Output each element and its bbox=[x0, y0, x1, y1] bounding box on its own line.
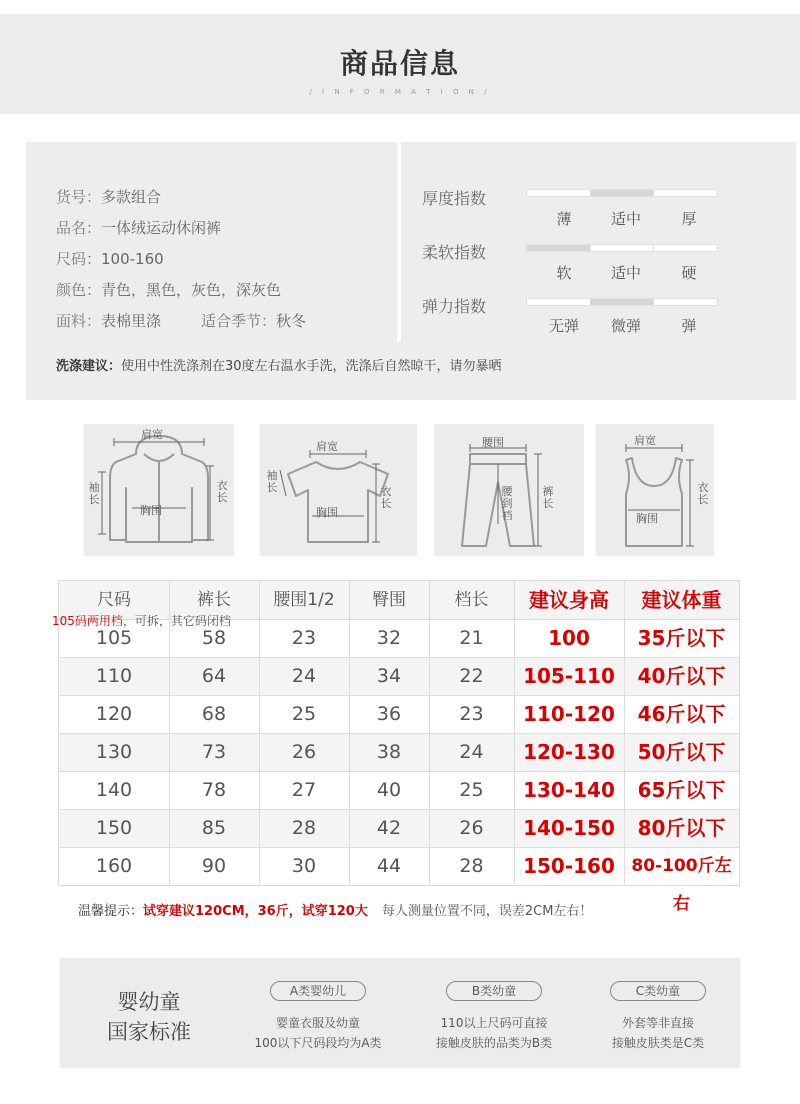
table-row bbox=[59, 657, 739, 695]
jacket-shoulder-label: 肩宽 bbox=[141, 428, 163, 441]
header-weight: 建议体重 bbox=[641, 588, 722, 612]
row-divider bbox=[59, 733, 739, 734]
cell-size: 140 bbox=[95, 779, 133, 801]
fitting-tip: 温馨提示：试穿建议120CM，36斤，试穿120大 每人测量位置不同，误差2CM左右！ bbox=[78, 904, 593, 919]
col-divider bbox=[624, 581, 625, 885]
thickness-bar bbox=[526, 189, 718, 197]
elasticity-tick-0: 无弹 bbox=[548, 317, 579, 335]
cell-pants-length: 78 bbox=[201, 779, 227, 801]
vest-diagram bbox=[596, 424, 714, 556]
class-a-badge: A类婴幼儿 bbox=[270, 981, 366, 1001]
elasticity-bar bbox=[526, 298, 718, 306]
child-standard-panel bbox=[60, 958, 740, 1068]
row-divider bbox=[59, 771, 739, 772]
standard-title-line2: 国家标准 bbox=[107, 1020, 191, 1044]
cell-rise: 22 bbox=[459, 665, 484, 687]
softness-bar bbox=[526, 244, 718, 252]
cell-height: 110-120 bbox=[523, 702, 615, 726]
cell-rise: 21 bbox=[459, 627, 484, 649]
cell-weight: 65斤以下 bbox=[637, 778, 726, 802]
cell-size: 110 bbox=[95, 665, 133, 687]
col-divider bbox=[429, 581, 430, 885]
elasticity-label: 弹力指数 bbox=[422, 297, 487, 316]
tshirt-chest-label: 胸围 bbox=[316, 506, 338, 519]
softness-tick-1: 适中 bbox=[610, 264, 641, 282]
cell-size: 150 bbox=[95, 817, 133, 839]
cell-waist: 26 bbox=[291, 741, 317, 763]
cell-pants-length: 68 bbox=[201, 703, 227, 725]
jacket-diagram bbox=[84, 424, 234, 556]
cell-height: 120-130 bbox=[523, 740, 615, 764]
cell-waist: 28 bbox=[291, 817, 317, 839]
tshirt-sleeve-label: 袖长 bbox=[266, 469, 278, 494]
cell-rise: 24 bbox=[459, 741, 484, 763]
col-divider bbox=[259, 581, 260, 885]
tshirt-length-label: 衣长 bbox=[380, 485, 392, 510]
info-divider bbox=[397, 142, 401, 342]
tshirt-diagram bbox=[260, 424, 417, 556]
table-row bbox=[59, 809, 739, 847]
tshirt-shoulder-label: 肩宽 bbox=[316, 440, 338, 453]
jacket-sleeve-label: 袖长 bbox=[88, 481, 100, 506]
jacket-length-label: 衣长 bbox=[216, 479, 228, 504]
header-hip: 臀围 bbox=[372, 590, 406, 610]
class-a-desc-2: 100以下尺码段均为A类 bbox=[254, 1036, 382, 1050]
wash-advice: 洗涤建议：使用中性洗涤剂在30度左右温水手洗，洗涤后自然晾干，请勿暴晒 bbox=[56, 359, 502, 374]
header-waist: 腰围1/2 bbox=[273, 590, 335, 610]
pants-length-label: 裤长 bbox=[542, 485, 554, 510]
standard-title-line1: 婴幼童 bbox=[117, 990, 181, 1014]
cell-hip: 38 bbox=[376, 741, 402, 763]
attr-color: 颜色：青色，黑色，灰色，深灰色 bbox=[56, 281, 282, 299]
cell-rise: 26 bbox=[459, 817, 484, 839]
jacket-chest-label: 胸围 bbox=[140, 504, 162, 517]
attr-size: 尺码：100-160 bbox=[56, 250, 164, 268]
cell-size: 130 bbox=[95, 741, 133, 763]
cell-rise: 25 bbox=[459, 779, 484, 801]
softness-label: 柔软指数 bbox=[422, 243, 487, 262]
cell-rise: 28 bbox=[459, 855, 484, 877]
class-c-desc-1: 外套等非直接 bbox=[621, 1016, 694, 1030]
thickness-tick-1: 适中 bbox=[610, 210, 641, 228]
header-size: 尺码 bbox=[97, 590, 131, 610]
class-c-desc-2: 接触皮肤类是C类 bbox=[611, 1036, 705, 1050]
elasticity-tick-1: 微弹 bbox=[610, 317, 641, 335]
cell-weight: 40斤以下 bbox=[637, 664, 726, 688]
tshirt-icon bbox=[260, 424, 417, 556]
col-divider bbox=[514, 581, 515, 885]
cell-hip: 40 bbox=[376, 779, 402, 801]
attr-product-name: 品名：一体绒运动休闲裤 bbox=[56, 219, 222, 237]
thickness-tick-0: 薄 bbox=[556, 210, 572, 228]
class-c-badge: C类幼童 bbox=[610, 981, 706, 1001]
cell-waist: 27 bbox=[291, 779, 317, 801]
cell-size: 160 bbox=[95, 855, 133, 877]
class-a-desc-1: 婴童衣服及幼童 bbox=[275, 1016, 360, 1030]
header-banner bbox=[0, 14, 800, 114]
cell-weight: 35斤以下 bbox=[637, 626, 726, 650]
cell-size: 120 bbox=[95, 703, 133, 725]
header-rise: 档长 bbox=[454, 590, 489, 610]
header-height: 建议身高 bbox=[529, 588, 609, 612]
size-105-note: 105码两用档，可拆，其它码闭档 bbox=[52, 614, 231, 628]
jacket-icon bbox=[84, 424, 234, 556]
class-b-badge: B类幼童 bbox=[446, 981, 542, 1001]
col-divider bbox=[349, 581, 350, 885]
page-subtitle: / I N F O R M A T I O N / bbox=[309, 88, 491, 96]
class-b-desc-1: 110以上尺码可直接 bbox=[440, 1016, 548, 1030]
table-row bbox=[59, 771, 739, 809]
cell-hip: 44 bbox=[376, 855, 402, 877]
attr-fabric: 面料：表棉里涤 适合季节：秋冬 bbox=[56, 312, 307, 330]
cell-hip: 32 bbox=[376, 627, 402, 649]
cell-rise: 23 bbox=[459, 703, 484, 725]
cell-weight: 80-100斤左右 bbox=[631, 856, 732, 914]
table-row bbox=[59, 733, 739, 771]
vest-length-label: 衣长 bbox=[697, 481, 709, 506]
cell-weight: 80斤以下 bbox=[637, 816, 726, 840]
cell-pants-length: 58 bbox=[201, 627, 227, 649]
pants-waist-label: 腰围 bbox=[482, 436, 504, 449]
row-divider bbox=[59, 695, 739, 696]
cell-waist: 23 bbox=[291, 627, 317, 649]
row-divider bbox=[59, 657, 739, 658]
cell-height: 105-110 bbox=[523, 664, 615, 688]
vest-shoulder-label: 肩宽 bbox=[634, 434, 656, 447]
cell-waist: 24 bbox=[291, 665, 317, 687]
row-divider bbox=[59, 809, 739, 810]
row-divider bbox=[59, 847, 739, 848]
cell-height: 100 bbox=[548, 626, 590, 650]
cell-height: 130-140 bbox=[523, 778, 615, 802]
cell-waist: 30 bbox=[291, 855, 317, 877]
cell-waist: 25 bbox=[291, 703, 317, 725]
cell-weight: 46斤以下 bbox=[637, 702, 726, 726]
pants-rise-label: 腰到裆 bbox=[501, 485, 513, 522]
pants-diagram bbox=[434, 424, 584, 556]
cell-height: 140-150 bbox=[523, 816, 615, 840]
cell-pants-length: 90 bbox=[201, 855, 227, 877]
softness-tick-2: 硬 bbox=[681, 264, 697, 282]
attr-item-no: 货号：多款组合 bbox=[56, 188, 162, 206]
vest-chest-label: 胸围 bbox=[636, 512, 658, 525]
thickness-label: 厚度指数 bbox=[422, 189, 487, 208]
product-info-panel bbox=[26, 142, 796, 400]
cell-hip: 34 bbox=[376, 665, 402, 687]
cell-pants-length: 85 bbox=[201, 817, 227, 839]
table-row bbox=[59, 695, 739, 733]
header-pants-length: 裤长 bbox=[197, 590, 231, 610]
softness-tick-0: 软 bbox=[556, 264, 572, 282]
cell-height: 150-160 bbox=[523, 854, 615, 878]
cell-size: 105 bbox=[95, 627, 133, 649]
elasticity-tick-2: 弹 bbox=[681, 317, 697, 335]
cell-hip: 42 bbox=[376, 817, 402, 839]
thickness-tick-2: 厚 bbox=[681, 210, 697, 228]
cell-hip: 36 bbox=[376, 703, 402, 725]
cell-weight: 50斤以下 bbox=[637, 740, 726, 764]
cell-pants-length: 73 bbox=[201, 741, 227, 763]
class-b-desc-2: 接触皮肤的品类为B类 bbox=[435, 1036, 553, 1050]
cell-pants-length: 64 bbox=[201, 665, 227, 687]
page-title: 商品信息 bbox=[339, 47, 460, 80]
